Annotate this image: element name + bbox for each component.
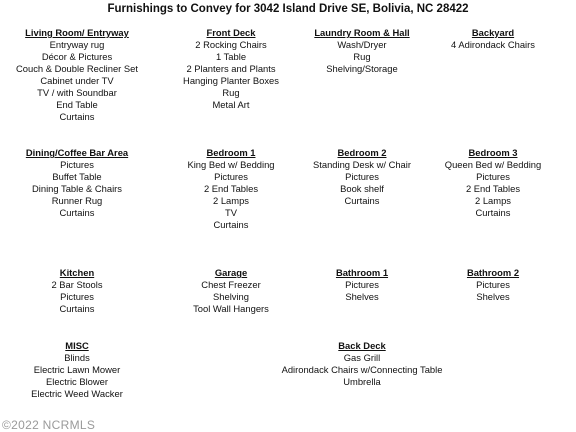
list-item: 2 Lamps <box>213 195 249 206</box>
section-heading: Living Room/ Entryway <box>25 27 129 38</box>
list-item: Hanging Planter Boxes <box>183 75 279 86</box>
list-item: Rug <box>353 51 371 62</box>
list-item: 2 Planters and Plants <box>186 63 276 74</box>
section-heading: Dining/Coffee Bar Area <box>25 147 129 158</box>
list-item: Electric Blower <box>46 376 108 387</box>
list-item: Dining Table & Chairs <box>32 183 122 194</box>
list-item: Metal Art <box>212 99 250 110</box>
section-heading: Bathroom 2 <box>466 267 520 278</box>
list-item: Book shelf <box>340 183 384 194</box>
list-item: Shelving <box>213 291 249 302</box>
list-item: Pictures <box>60 291 94 302</box>
list-item: 4 Adirondack Chairs <box>451 39 535 50</box>
section-kitchen <box>7 267 147 315</box>
list-item: Blinds <box>64 352 90 363</box>
list-item: Tool Wall Hangers <box>193 303 269 314</box>
list-item: Electric Lawn Mower <box>33 364 121 375</box>
list-item: Pictures <box>345 279 379 290</box>
list-item: 2 Bar Stools <box>51 279 103 290</box>
section-heading: Front Deck <box>206 27 256 38</box>
list-item: 2 Rocking Chairs <box>195 39 267 50</box>
list-item: Curtains <box>475 207 511 218</box>
list-item: Queen Bed w/ Bedding <box>444 159 542 170</box>
list-item: Curtains <box>344 195 380 206</box>
section-misc <box>7 340 147 400</box>
list-item: Pictures <box>214 171 248 182</box>
section-heading: Bedroom 1 <box>206 147 256 158</box>
section-heading: Garage <box>214 267 248 278</box>
section-bathroom-2 <box>423 267 563 303</box>
list-item: Curtains <box>59 207 95 218</box>
list-item: Shelves <box>476 291 510 302</box>
section-bedroom-3 <box>423 147 563 219</box>
section-front-deck <box>161 27 301 111</box>
list-item: Runner Rug <box>51 195 103 206</box>
list-item: Entryway rug <box>49 39 105 50</box>
section-heading: Bedroom 3 <box>468 147 518 158</box>
section-garage <box>161 267 301 315</box>
list-item: Décor & Pictures <box>41 51 113 62</box>
list-item: Umbrella <box>343 376 381 387</box>
list-item: Pictures <box>476 279 510 290</box>
list-item: TV <box>225 207 237 218</box>
list-item: King Bed w/ Bedding <box>187 159 275 170</box>
list-item: 2 End Tables <box>203 183 259 194</box>
list-item: 2 End Tables <box>465 183 521 194</box>
list-item: 2 Lamps <box>475 195 511 206</box>
list-item: Standing Desk w/ Chair <box>313 159 411 170</box>
list-item: Curtains <box>213 219 249 230</box>
list-item: Pictures <box>60 159 94 170</box>
list-item: Chest Freezer <box>201 279 261 290</box>
page-title: Furnishings to Convey for 3042 Island Drive SE, Bolivia, NC 28422 <box>107 3 469 15</box>
list-item: Wash/Dryer <box>337 39 387 50</box>
section-bedroom-2 <box>292 147 432 207</box>
list-item: Adirondack Chairs w/Connecting Table <box>281 364 443 375</box>
section-laundry-room <box>292 27 432 75</box>
list-item: End Table <box>56 99 98 110</box>
copyright-watermark: ©2022 NCRMLS <box>2 418 96 432</box>
section-back-deck <box>262 340 462 388</box>
section-heading: Laundry Room & Hall <box>314 27 410 38</box>
list-item: Cabinet under TV <box>40 75 114 86</box>
section-dining <box>7 147 147 219</box>
section-heading: Backyard <box>471 27 515 38</box>
list-item: Couch & Double Recliner Set <box>16 63 138 74</box>
list-item: Electric Weed Wacker <box>31 388 123 399</box>
section-heading: MISC <box>65 340 89 351</box>
list-item: Gas Grill <box>343 352 381 363</box>
list-item: Pictures <box>476 171 510 182</box>
list-item: Shelving/Storage <box>326 63 398 74</box>
list-item: 1 Table <box>215 51 247 62</box>
section-heading: Back Deck <box>338 340 386 351</box>
section-bathroom-1 <box>292 267 432 303</box>
section-living-room <box>7 27 147 123</box>
list-item: Buffet Table <box>52 171 102 182</box>
section-bedroom-1 <box>161 147 301 231</box>
list-item: TV / with Soundbar <box>37 87 117 98</box>
list-item: Pictures <box>345 171 379 182</box>
list-item: Curtains <box>59 111 95 122</box>
section-backyard <box>423 27 563 51</box>
list-item: Rug <box>222 87 240 98</box>
section-heading: Kitchen <box>59 267 95 278</box>
list-item: Curtains <box>59 303 95 314</box>
list-item: Shelves <box>345 291 379 302</box>
section-heading: Bedroom 2 <box>337 147 387 158</box>
section-heading: Bathroom 1 <box>335 267 389 278</box>
